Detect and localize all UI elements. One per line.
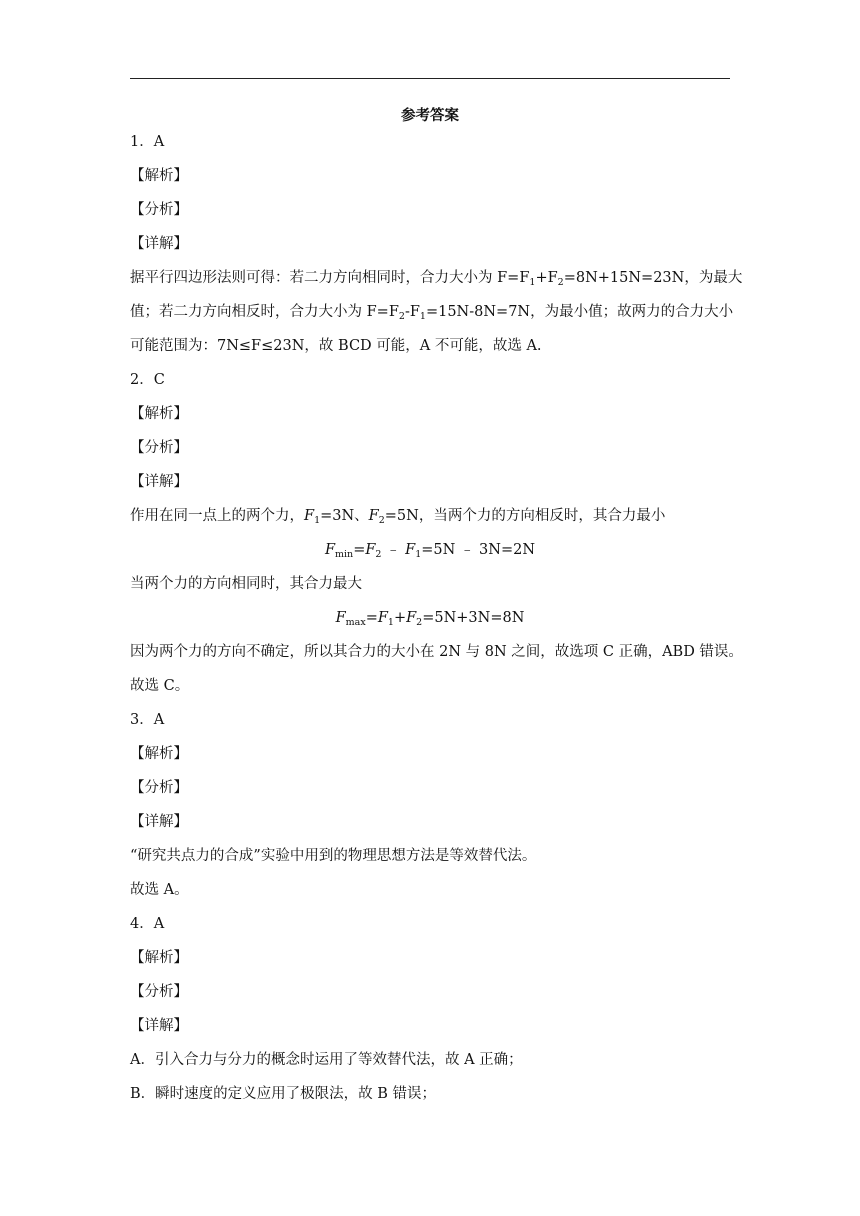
q4-detail-line-2: B．瞬时速度的定义应用了极限法，故 B 错误； (130, 1086, 437, 1102)
q2-detail-line-1: 作用在同一点上的两个力，$F_1=3N$、$F_2=5N$，当两个力的方向相反时，其合力最小 (130, 508, 666, 526)
q4-answer: 4．A (130, 916, 165, 932)
q3-detail-line-1: “研究共点力的合成”实验中用到的物理思想方法是等效替代法。 (130, 848, 537, 864)
header-rule (130, 78, 730, 79)
q3-detail-line-2: 故选 A。 (130, 882, 189, 898)
q3-answer: 3．A (130, 712, 165, 728)
q1-detail-line-3: 可能范围为：7N≤F≤23N，故 BCD 可能，A 不可能，故选 A. (130, 338, 542, 354)
q2-detail-line-4: 故选 C。 (130, 678, 190, 694)
q2-jiexi-label: 【解析】 (130, 406, 188, 422)
q2-equation-min: $F_{min}=F_2$ ﹣ $F_1=5N$ ﹣ 3N=2N (324, 542, 536, 560)
q1-jiexi-label: 【解析】 (130, 168, 188, 184)
q4-xiangjie-label: 【详解】 (130, 1018, 188, 1034)
q1-detail-line-1: 据平行四边形法则可得：若二力方向相同时，合力大小为 $F=F_1+F_2=8N+15N=23N$，为最大 (130, 270, 743, 288)
q4-jiexi-label: 【解析】 (130, 950, 188, 966)
q3-xiangjie-label: 【详解】 (130, 814, 188, 830)
q1-detail-line-2: 值；若二力方向相反时，合力大小为 $F=F_2-F_1=15N-8N=7N$，为最小值；故两力的合力大小 (130, 304, 734, 322)
q2-detail-line-3: 因为两个力的方向不确定，所以其合力的大小在 2N 与 8N 之间，故选项 C 正确，ABD 错误。 (130, 644, 743, 660)
q1-fenxi-label: 【分析】 (130, 202, 188, 218)
q3-jiexi-label: 【解析】 (130, 746, 188, 762)
q4-fenxi-label: 【分析】 (130, 984, 188, 1000)
q1-xiangjie-label: 【详解】 (130, 236, 188, 252)
q2-answer: 2．C (130, 372, 165, 388)
q1-answer: 1．A (130, 134, 165, 150)
q4-detail-line-1: A．引入合力与分力的概念时运用了等效替代法，故 A 正确； (130, 1052, 523, 1068)
q2-xiangjie-label: 【详解】 (130, 474, 188, 490)
q2-detail-line-2: 当两个力的方向相同时，其合力最大 (130, 576, 362, 592)
q3-fenxi-label: 【分析】 (130, 780, 188, 796)
q2-equation-max: $F_{max}=F_1+F_2=5N+3N=8N$ (335, 610, 525, 628)
q2-fenxi-label: 【分析】 (130, 440, 188, 456)
page-title: 参考答案 (401, 107, 459, 124)
